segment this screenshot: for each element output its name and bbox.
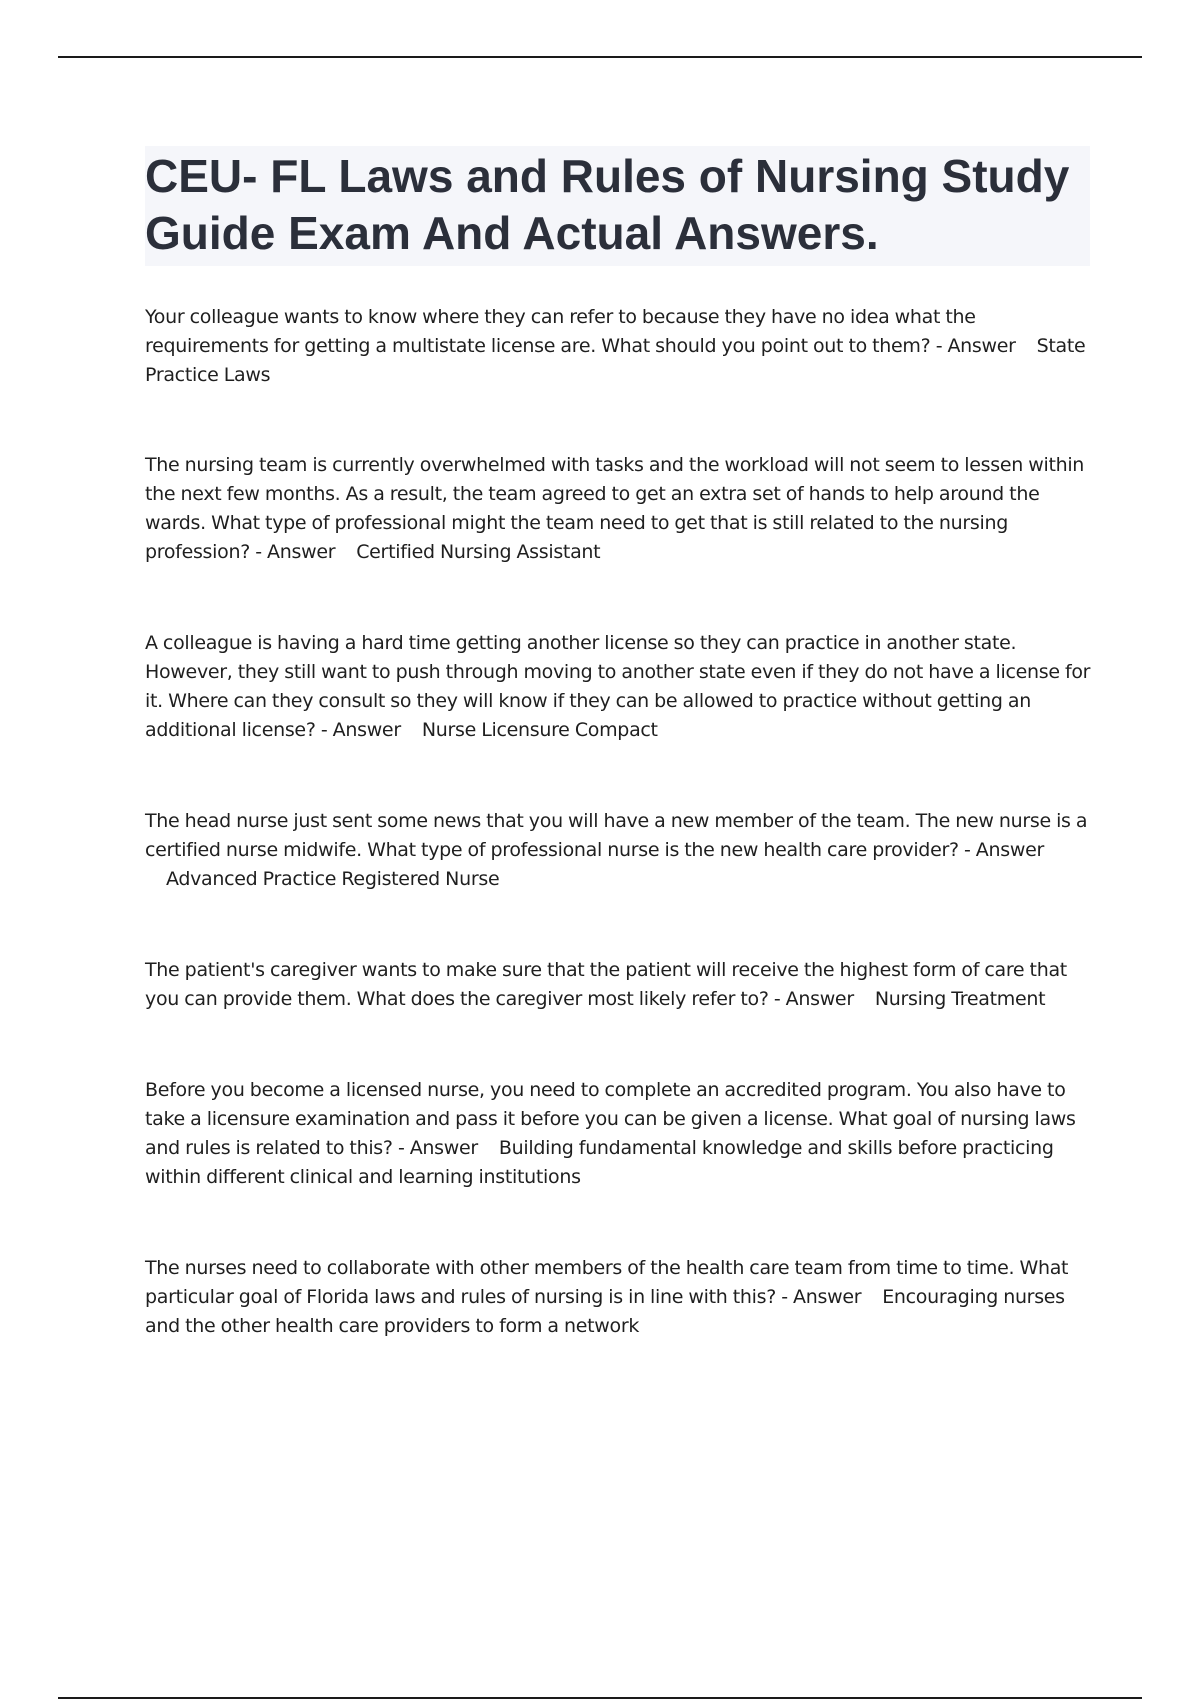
question-text: The nursing team is currently overwhelmed with tasks and the workload will not seem to lessen within the next few months. As a result, the team agreed to get an extra set of hands to help around the wards. What type of professional might the team need to get that is still related to the nursing profession? bbox=[145, 454, 1085, 563]
answer-label: - Answer bbox=[935, 335, 1016, 357]
answer-text: Nurse Licensure Compact bbox=[421, 719, 658, 741]
answer-label: - Answer bbox=[397, 1137, 478, 1159]
qa-list bbox=[145, 303, 1095, 1403]
qa-item bbox=[145, 956, 1095, 1014]
answer-text: Building fundamental knowledge and skills before practicing within different clinical and learning institutions bbox=[145, 1137, 1054, 1188]
answer-text: Advanced Practice Registered Nurse bbox=[165, 868, 500, 890]
answer-text: Nursing Treatment bbox=[874, 988, 1046, 1010]
document-title: CEU- FL Laws and Rules of Nursing Study Guide Exam And Actual Answers. bbox=[145, 150, 1070, 259]
top-rule bbox=[58, 56, 1142, 58]
qa-item bbox=[145, 303, 1095, 390]
qa-item bbox=[145, 807, 1095, 894]
answer-label: - Answer bbox=[964, 839, 1044, 861]
answer-label: - Answer bbox=[781, 1286, 862, 1308]
question-text: The head nurse just sent some news that you will have a new member of the team. The new nurse is a certified nurse midwife. What type of professional nurse is the new health care provider? bbox=[145, 810, 1088, 861]
bottom-rule bbox=[58, 1697, 1142, 1699]
title-block bbox=[145, 146, 1090, 266]
qa-item bbox=[145, 1254, 1095, 1341]
question-text: Before you become a licensed nurse, you need to complete an accredited program. You also have to take a licensure examination and pass it before you can be given a license. What goal of nursing laws and rules is related to this? bbox=[145, 1079, 1076, 1159]
qa-item bbox=[145, 1076, 1095, 1192]
answer-text: Certified Nursing Assistant bbox=[356, 541, 601, 563]
question-text: The nurses need to collaborate with other members of the health care team from time to time. What particular goal of Florida laws and rules of nursing is in line with this? bbox=[145, 1257, 1069, 1308]
qa-item bbox=[145, 629, 1095, 745]
answer-label: - Answer bbox=[773, 988, 854, 1010]
question-text: The patient's caregiver wants to make sure that the patient will receive the highest form of care that you can provide them. What does the caregiver most likely refer to? bbox=[145, 959, 1067, 1010]
question-text: Your colleague wants to know where they can refer to because they have no idea what the requirements for getting a multistate license are. What should you point out to them? bbox=[145, 306, 976, 357]
answer-label: - Answer bbox=[255, 541, 336, 563]
answer-text: Encouraging nurses and the other health care providers to form a network bbox=[145, 1286, 1065, 1337]
qa-item bbox=[145, 451, 1095, 567]
answer-text: State Practice Laws bbox=[145, 335, 1086, 386]
question-text: A colleague is having a hard time getting another license so they can practice in another state. However, they still want to push through moving to another state even if they do not have a license for it. Where can they consult so they will know if they can be allowed to practice without getting an additional license? bbox=[145, 632, 1091, 741]
answer-label: - Answer bbox=[320, 719, 401, 741]
